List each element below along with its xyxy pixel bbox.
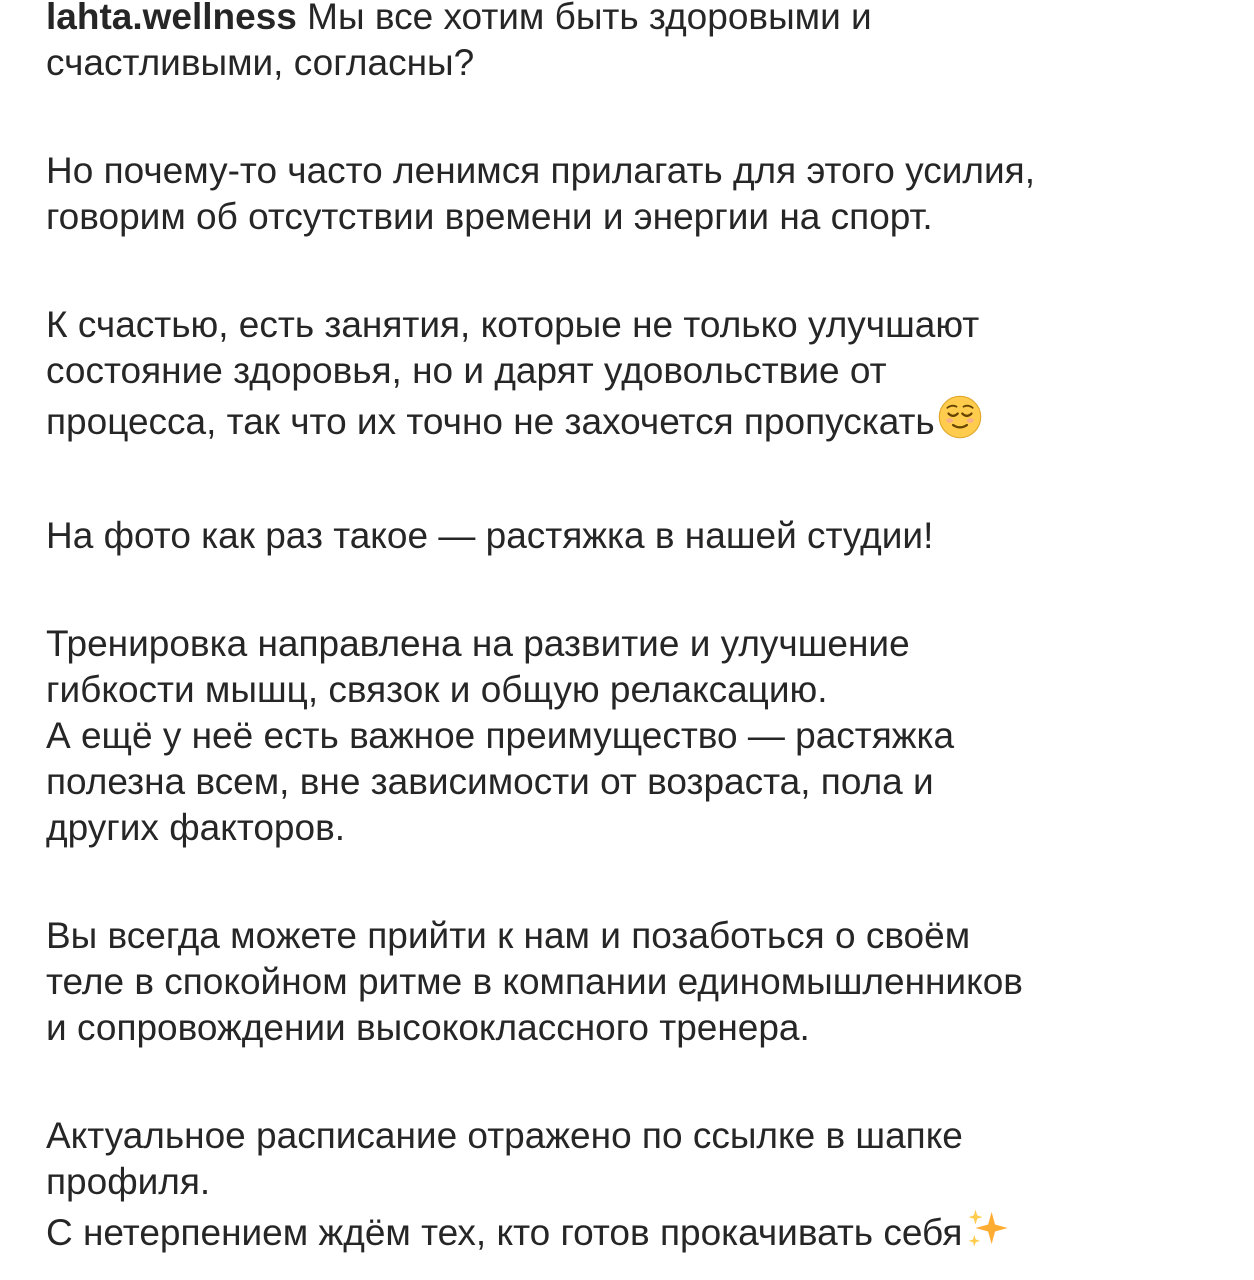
paragraph-gap: [46, 851, 1216, 913]
caption-line: А ещё у неё есть важное преимущество — растяжка: [46, 715, 955, 756]
caption-line: На фото как раз такое — растяжка в нашей студии!: [46, 515, 934, 556]
post-caption: [46, 0, 1216, 1262]
caption-line: Актуальное расписание отражено по ссылке в шапке: [46, 1115, 963, 1156]
caption-line: Вы всегда можете прийти к нам и позаботься о своём: [46, 915, 971, 956]
caption-line: полезна всем, вне зависимости от возраста, пола и: [46, 761, 934, 802]
caption-line: [46, 1205, 1216, 1262]
caption-line: говорим об отсутствии времени и энергии на спорт.: [46, 196, 933, 237]
caption-text: С нетерпением ждём тех, кто готов прокачивать себя: [46, 1212, 963, 1253]
paragraph-gap: [46, 559, 1216, 621]
paragraph-gap: [46, 451, 1216, 513]
caption-text: процесса, так что их точно не захочется пропускать: [46, 401, 935, 442]
caption-line: гибкости мышц, связок и общую релаксацию.: [46, 669, 828, 710]
paragraph-gap: [46, 86, 1216, 148]
caption-line: Но почему-то часто ленимся прилагать для этого усилия,: [46, 150, 1035, 191]
caption-line: состояние здоровья, но и дарят удовольствие от: [46, 350, 887, 391]
caption-line: Тренировка направлена на развитие и улучшение: [46, 623, 910, 664]
caption-line: К счастью, есть занятия, которые не только улучшают: [46, 304, 980, 345]
caption-line: теле в спокойном ритме в компании единомышленников: [46, 961, 1023, 1002]
caption-text: Мы все хотим быть здоровыми и: [307, 0, 872, 37]
caption-line: [46, 394, 1216, 451]
caption-line: [46, 0, 1216, 40]
caption-line: и сопровождении высококлассного тренера.: [46, 1007, 810, 1048]
caption-line: других факторов.: [46, 807, 346, 848]
paragraph-gap: [46, 240, 1216, 302]
caption-line: счастливыми, согласны?: [46, 42, 475, 83]
paragraph-gap: [46, 1051, 1216, 1113]
caption-line: профиля.: [46, 1161, 211, 1202]
relieved-face-emoji: [937, 394, 983, 451]
username-link[interactable]: lahta.wellness: [46, 0, 297, 37]
sparkles-emoji: [964, 1205, 1010, 1262]
